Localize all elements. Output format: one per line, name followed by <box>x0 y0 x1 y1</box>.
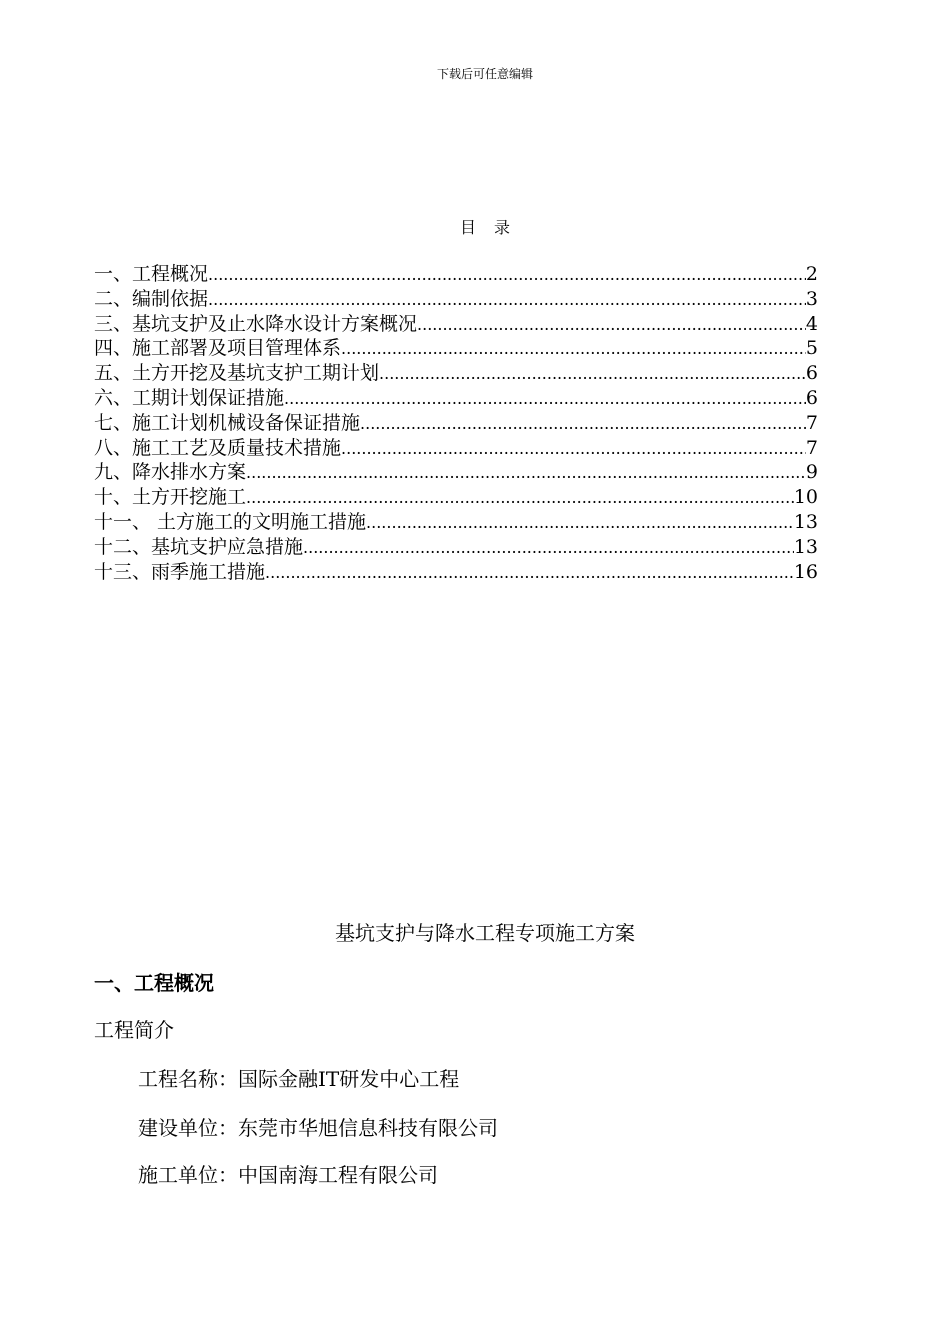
project-name-line: 工程名称：国际金融IT研发中心工程 <box>138 1067 460 1091</box>
toc-entry-label: 六、工期计划保证措施 <box>94 386 285 409</box>
toc-dot-leader <box>341 337 806 361</box>
toc-entry-page: 13 <box>793 510 818 533</box>
toc-dot-leader <box>265 561 794 585</box>
toc-entry[interactable] <box>94 262 818 287</box>
toc-entry-page: 7 <box>805 436 818 459</box>
toc-entry[interactable] <box>94 361 818 386</box>
toc-dot-leader <box>303 536 794 560</box>
toc-entry-page: 13 <box>793 535 818 558</box>
toc-entry-page: 2 <box>805 263 818 285</box>
toc-entry-page: 4 <box>805 312 818 335</box>
toc-dot-leader <box>208 288 806 312</box>
toc-dot-leader <box>246 461 806 485</box>
sub-heading: 工程简介 <box>94 1018 174 1042</box>
toc-entry-label: 十二、基坑支护应急措施 <box>94 535 304 558</box>
toc-entry-label: 十三、雨季施工措施 <box>94 560 266 583</box>
toc-entry-page: 6 <box>805 386 818 409</box>
toc-entry-page: 9 <box>805 461 818 484</box>
toc-entry-page: 16 <box>793 560 818 583</box>
toc-entry-label: 一、工程概况 <box>94 263 209 285</box>
toc-entry-label: 五、土方开挖及基坑支护工期计划 <box>94 362 380 385</box>
toc-entry[interactable] <box>94 535 818 560</box>
toc-entry-label: 八、施工工艺及质量技术措施 <box>94 436 342 459</box>
toc-entry-label: 十一、 土方施工的文明施工措施 <box>94 510 367 533</box>
toc-dot-leader <box>246 486 794 510</box>
toc-entry-page: 5 <box>805 337 818 360</box>
toc-title: 目录 <box>459 218 528 237</box>
toc-dot-leader <box>341 437 806 461</box>
toc-dot-leader <box>284 387 806 411</box>
toc-entry-label: 三、基坑支护及止水降水设计方案概况 <box>94 312 418 335</box>
toc-dot-leader <box>379 362 806 386</box>
toc-entry-label: 九、降水排水方案 <box>94 461 247 484</box>
toc-entry[interactable] <box>94 560 818 585</box>
client-line: 建设单位：东莞市华旭信息科技有限公司 <box>138 1116 498 1140</box>
toc-entry[interactable] <box>94 460 818 485</box>
toc-entry[interactable] <box>94 386 818 411</box>
document-title: 基坑支护与降水工程专项施工方案 <box>335 921 635 945</box>
toc-dot-leader <box>360 412 806 436</box>
toc-entry-label: 四、施工部署及项目管理体系 <box>94 337 342 360</box>
contractor-line: 施工单位：中国南海工程有限公司 <box>138 1163 438 1187</box>
toc-entry-page: 6 <box>805 362 818 385</box>
toc-entry[interactable] <box>94 312 818 337</box>
toc-dot-leader <box>208 263 806 287</box>
toc-entry[interactable] <box>94 485 818 510</box>
toc-entry[interactable] <box>94 411 818 436</box>
toc-entry-label: 二、编制依据 <box>94 287 209 310</box>
toc-entry-label: 十、土方开挖施工 <box>94 486 247 509</box>
toc-entry-page: 7 <box>805 411 818 434</box>
toc-entry-label: 七、施工计划机械设备保证措施 <box>94 411 361 434</box>
section-heading: 一、工程概况 <box>94 971 214 995</box>
toc-entry[interactable] <box>94 336 818 361</box>
toc-dot-leader <box>417 313 806 337</box>
toc-entry[interactable] <box>94 436 818 461</box>
page-header: 下载后可任意编辑 <box>436 67 533 81</box>
toc-entry-page: 3 <box>805 287 818 310</box>
toc-dot-leader <box>366 511 794 535</box>
table-of-contents <box>94 262 818 584</box>
toc-entry-page: 10 <box>793 486 818 509</box>
toc-entry[interactable] <box>94 510 818 535</box>
toc-entry[interactable] <box>94 287 818 312</box>
